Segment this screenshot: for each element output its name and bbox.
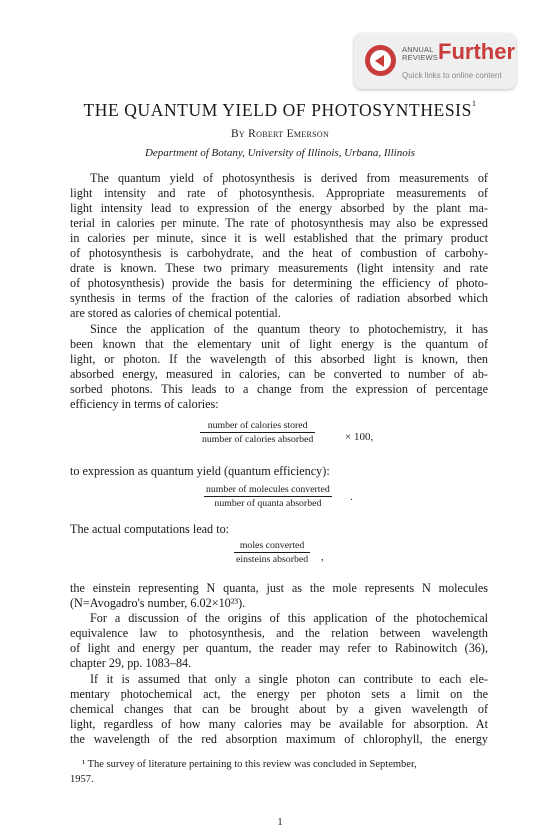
body-text-line: sorbed photons. This leads to a change from the expression of percentage — [70, 382, 488, 396]
publisher-label: ANNUAL REVIEWS — [402, 45, 438, 62]
further-brand: Further — [438, 39, 515, 64]
body-text-line: terial in calories per minute. The rate of photosynthesis may also be expressed — [70, 216, 488, 230]
body-text-line: light intensity lead to expression of the energy absorbed by the plant ma- — [70, 201, 488, 215]
footnote: ¹ The survey of literature pertaining to this review was concluded in September, — [82, 759, 417, 770]
further-tagline: Quick links to online content — [402, 71, 502, 80]
equation-denominator: einsteins absorbed — [236, 554, 309, 565]
page-number: 1 — [277, 816, 283, 828]
body-text-line: light, or photon. If the wavelength of this absorbed light is known, then — [70, 352, 488, 366]
body-text-line: mentary photochemical act, the energy per photon sets a limit on the — [70, 687, 488, 701]
body-text-line: in calories per minute, since it is well established that the primary product — [70, 231, 488, 245]
equation-numerator: moles converted — [239, 540, 305, 551]
body-text-line: of light and energy per quantum, the reader may refer to Rabinowitch (36), — [70, 641, 488, 655]
equation-numerator: number of molecules converted — [206, 484, 330, 495]
footnote-continuation: 1957. — [70, 774, 94, 785]
body-text-line: chemical changes that can be brought about by a given wavelength of — [70, 702, 488, 716]
equation-tail: × 100, — [345, 431, 374, 443]
author-byline: By Robert Emerson — [230, 128, 330, 140]
body-text-line: efficiency in terms of calories: — [70, 397, 219, 411]
body-text-line: The actual computations lead to: — [70, 522, 230, 536]
equation-numerator: number of calories stored — [207, 420, 308, 431]
body-text-line: drate is known. These two primary measurements (light intensity and rate — [70, 261, 488, 275]
equation-tail: , — [321, 551, 324, 563]
body-text-line: the einstein representing N quanta, just as the mole represents N molecules — [70, 581, 488, 595]
body-text-line: synthesis in terms of the fraction of the calories of radiation absorbed which — [70, 291, 488, 305]
body-text-line: For a discussion of the origins of this application of the photochemical — [90, 611, 488, 625]
body-text-line: If it is assumed that only a single photon can contribute to each ele- — [90, 672, 488, 686]
equation-moles-per-einstein — [234, 540, 310, 565]
equation-denominator: number of calories absorbed — [202, 434, 314, 445]
body-text-line: absorbed energy, measured in calories, can be converted to number of ab- — [70, 367, 488, 381]
body-text-line: light, regardless of how many calories may be available for absorption. At — [70, 717, 488, 731]
body-text-line: of photosynthesis) provide the basis for determining the efficiency of photo- — [70, 276, 488, 290]
equation-denominator: number of quanta absorbed — [214, 498, 322, 509]
annual-reviews-further-link[interactable] — [354, 33, 516, 89]
body-text-line: chapter 29, pp. 1083–84. — [70, 656, 192, 670]
body-text-line: Since the application of the quantum theory to photochemistry, it has — [90, 322, 488, 336]
body-text-line: The quantum yield of photosynthesis is derived from measurements of — [90, 171, 488, 185]
body-text-line: are stored as calories of chemical potential. — [70, 306, 281, 320]
body-text-line: equivalence law to photosynthesis, and the relation between wavelength — [70, 626, 488, 640]
body-text-line: light intensity and rate of photosynthesis. Appropriate measurements of — [70, 186, 488, 200]
equation-percentage-efficiency — [200, 420, 315, 445]
body-text-line: to expression as quantum yield (quantum efficiency): — [70, 464, 330, 478]
body-text-line: the wavelength of the red absorption maximum of chlorophyll, the energy — [70, 732, 488, 746]
title-footnote-mark[interactable]: 1 — [471, 99, 477, 108]
further-logo-icon — [365, 45, 396, 76]
body-text-line: (N=Avogadro's number, 6.02×10²³). — [70, 596, 246, 610]
equation-tail: . — [350, 491, 353, 503]
equation-quantum-yield — [204, 484, 332, 509]
author-affiliation: Department of Botany, University of Illinois, Urbana, Illinois — [144, 147, 416, 159]
body-text-line: of photosynthesis is carbohydrate, and the heat of combustion of carbohy- — [70, 246, 488, 260]
article-title: THE QUANTUM YIELD OF PHOTOSYNTHESIS$^1$ — [83, 99, 477, 120]
body-text-line: been known that the elementary unit of light energy is the quantum of — [70, 337, 488, 351]
